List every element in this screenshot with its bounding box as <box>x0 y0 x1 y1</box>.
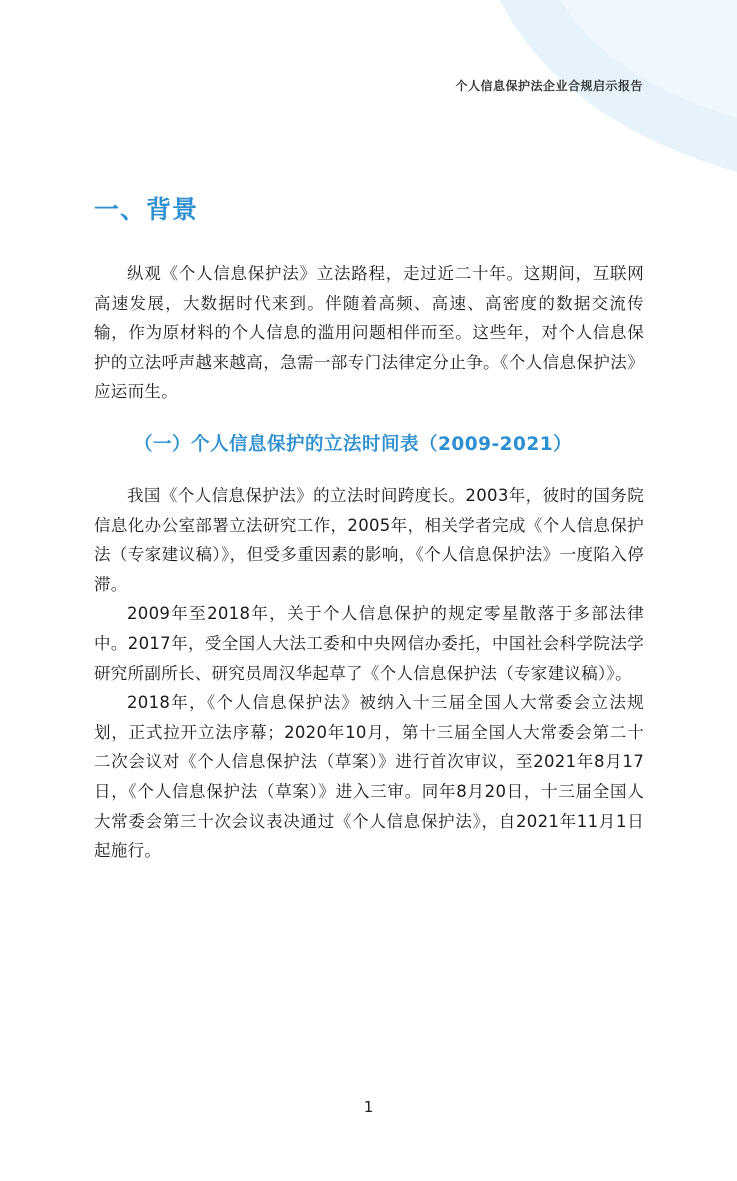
intro-paragraph: 纵观《个人信息保护法》立法路程，走过近二十年。这期间，互联网高速发展，大数据时代来到。伴随着高频、高速、高密度的数据交流传输，作为原材料的个人信息的滥用问题相伴而至。这些年，对个人信息保护的立法呼声越来越高，急需一部专门法律定分止争。《个人信息保护法》应运而生。 <box>94 264 644 402</box>
body-paragraph: 我国《个人信息保护法》的立法时间跨度长。2003年，彼时的国务院信息化办公室部署立法研究工作，2005年，相关学者完成《个人信息保护法（专家建议稿）》，但受多重因素的影响，《个人信息保护法》一度陷入停滞。 <box>94 485 644 594</box>
body-paragraph: 2018年，《个人信息保护法》被纳入十三届全国人大常委会立法规划，正式拉开立法序幕；2020年10月，第十三届全国人大常委会第二十二次会议对《个人信息保护法（草案）》进行首次审议，至2021年8月17日，《个人信息保护法（草案）》进入三审。同年8月20日，十三届全国人大常委会第三十次会议表决通过《个人信息保护法》，自2021年11月1日起施行。 <box>94 693 644 861</box>
section-title: 一、背景 <box>94 195 199 224</box>
report-header-title: 个人信息保护法企业合规启示报告 <box>455 79 643 93</box>
subsection-title: （一）个人信息保护的立法时间表（2009-2021） <box>134 433 573 455</box>
page-number: 1 <box>363 1098 374 1116</box>
body-paragraph: 2009年至2018年，关于个人信息保护的规定零星散落于多部法律中。2017年，受全国人大法工委和中央网信办委托，中国社会科学院法学研究所副所长、研究员周汉华起草了《个人信息保护法（专家建议稿）》。 <box>94 604 644 683</box>
main-content <box>94 259 644 866</box>
